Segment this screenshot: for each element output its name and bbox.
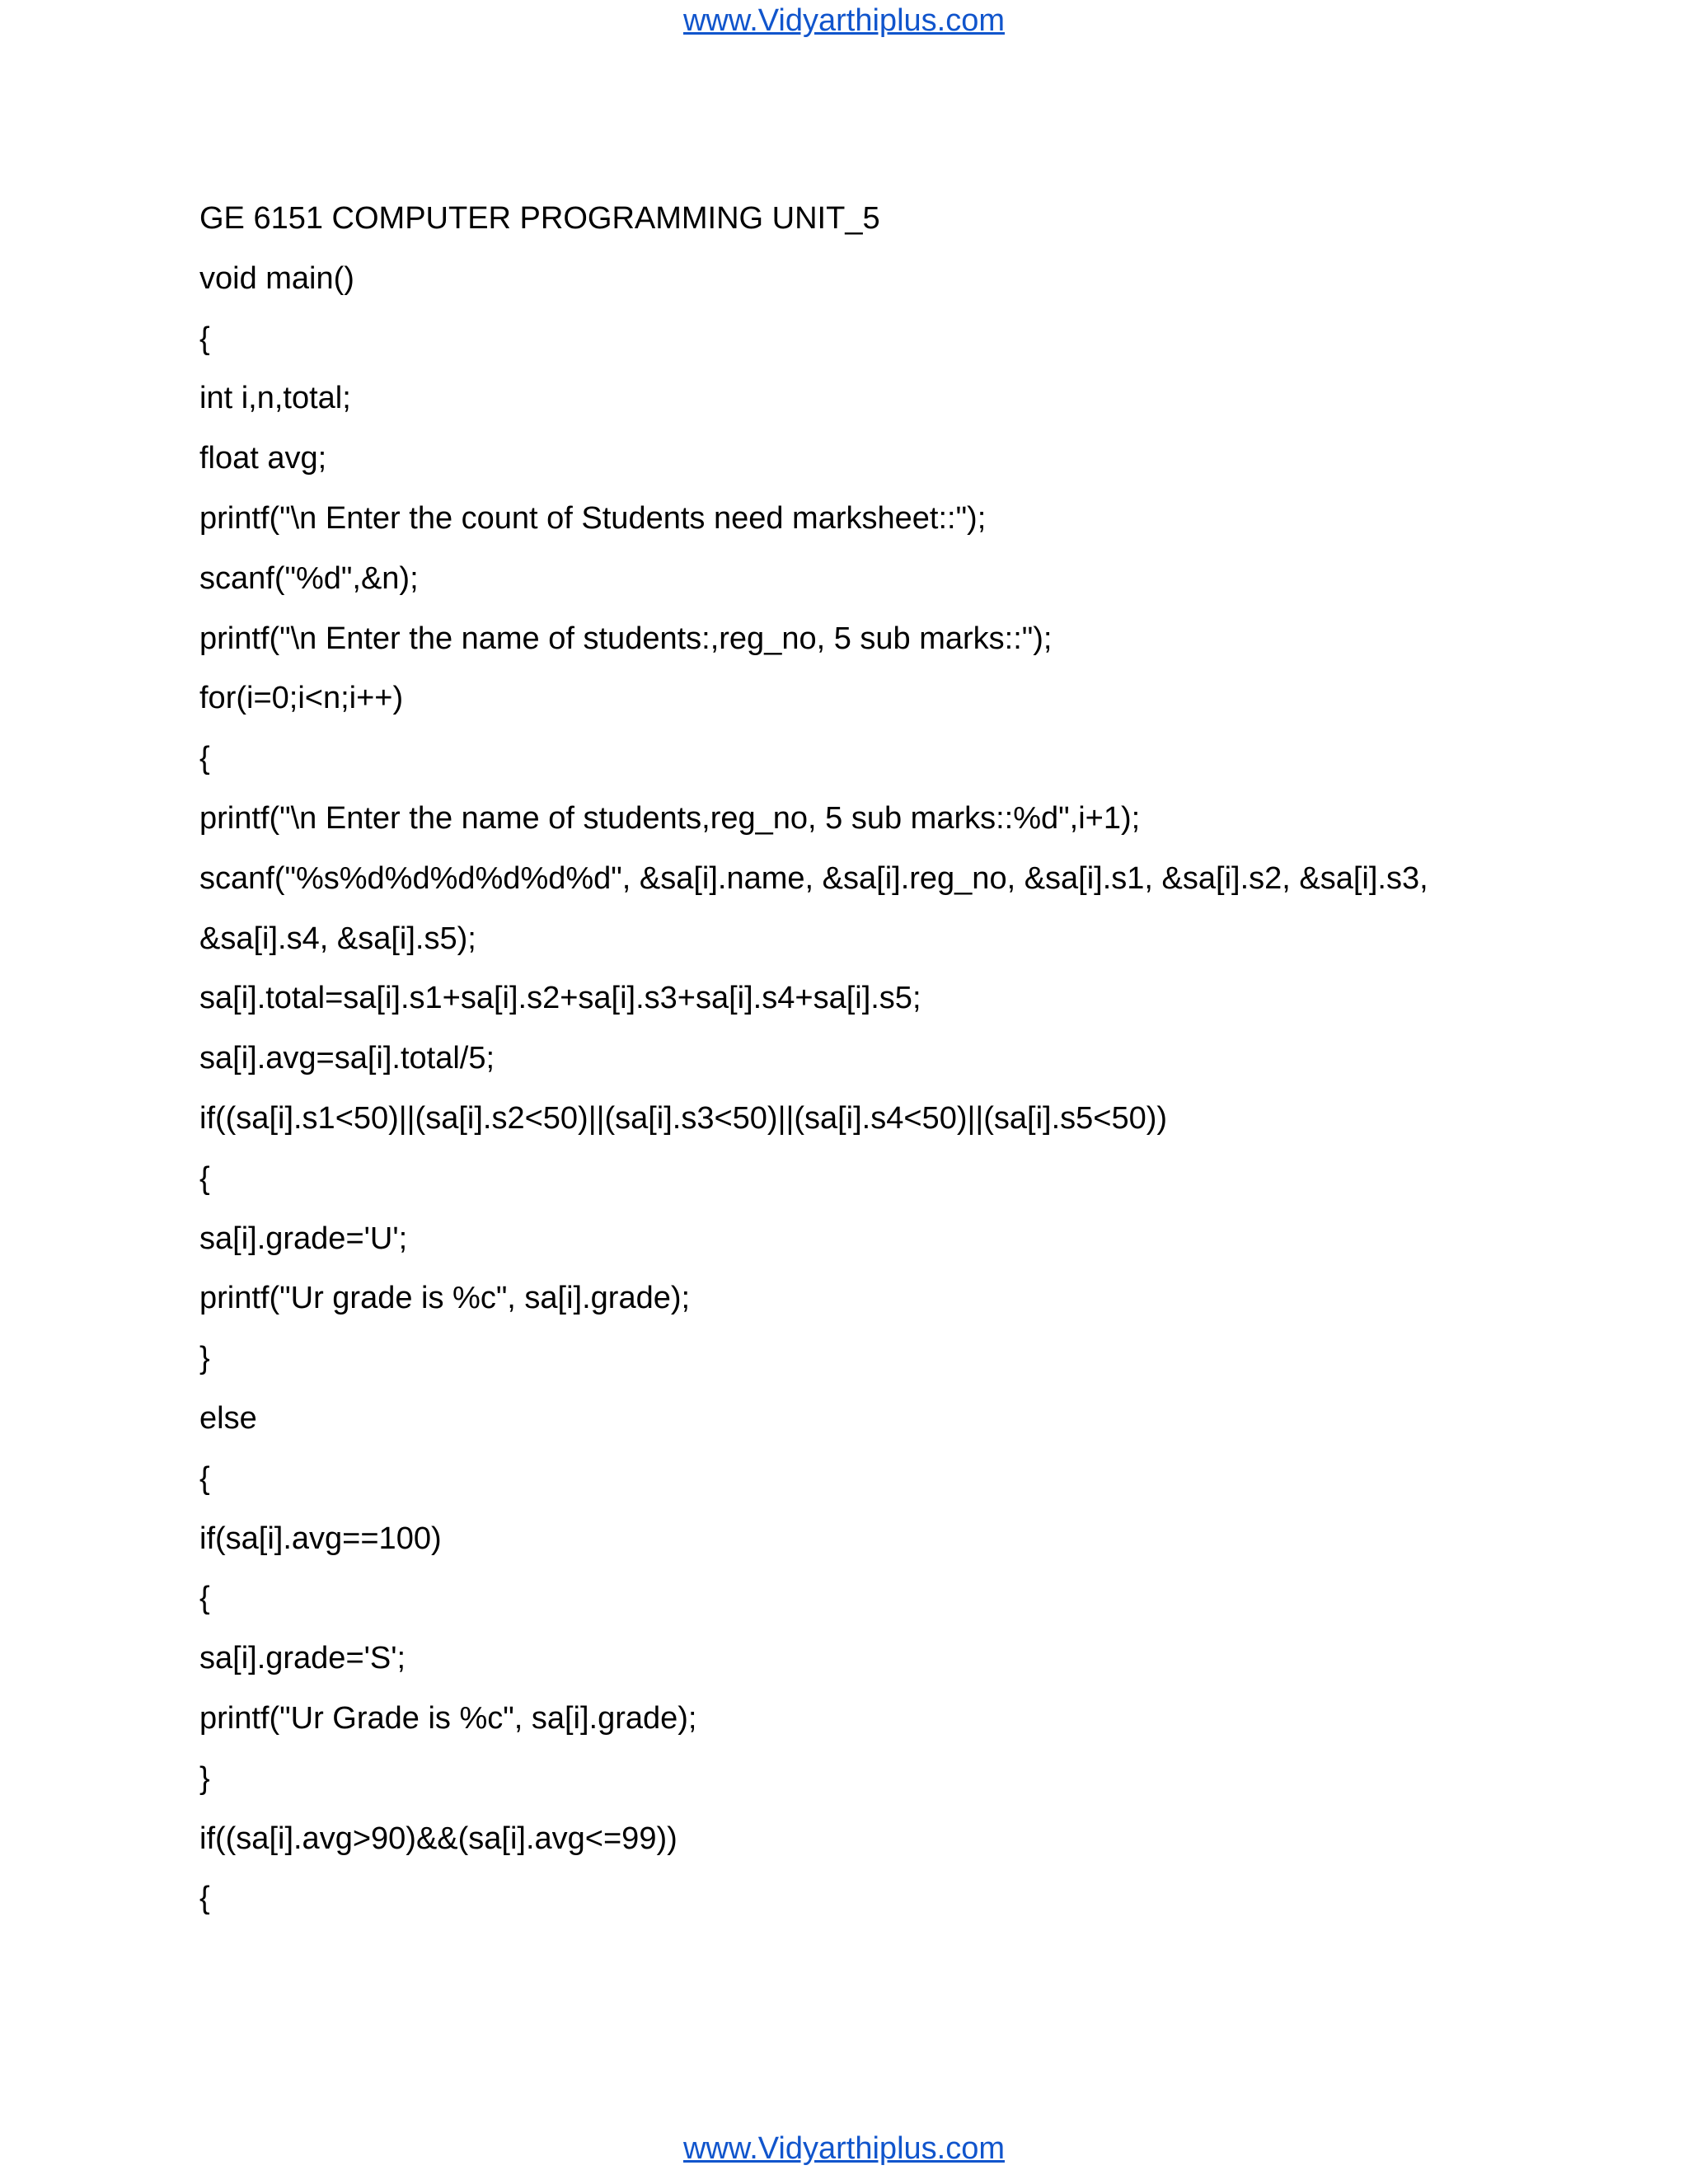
code-line: if((sa[i].avg>90)&&(sa[i].avg<=99)) [199,1821,678,1856]
code-line: } [199,1760,210,1796]
code-line: int i,n,total; [199,381,351,416]
code-line: sa[i].grade='S'; [199,1641,406,1676]
code-line: float avg; [199,441,327,476]
code-line: { [199,1881,210,1916]
code-line: printf("\n Enter the name of students,reg_no, 5 sub marks::%d",i+1); [199,800,1141,836]
code-line: { [199,1160,210,1196]
code-line: sa[i].grade='U'; [199,1221,408,1256]
header-site-link[interactable]: www.Vidyarthiplus.com [682,3,1005,38]
code-line: { [199,1581,210,1616]
code-line: else [199,1400,257,1436]
code-line: if(sa[i].avg==100) [199,1521,442,1556]
code-line: printf("\n Enter the name of students:,reg_no, 5 sub marks::"); [199,621,1053,656]
document-body [199,195,1568,1935]
code-line: sa[i].avg=sa[i].total/5; [199,1041,495,1076]
document-title: GE 6151 COMPUTER PROGRAMMING UNIT_5 [199,201,880,236]
code-line: { [199,321,210,356]
code-line: sa[i].total=sa[i].s1+sa[i].s2+sa[i].s3+sa[i].s4+sa[i].s5; [199,981,921,1016]
code-line: void main() [199,260,354,296]
code-line: scanf("%s%d%d%d%d%d%d", &sa[i].name, &sa[i].reg_no, &sa[i].s1, &sa[i].s2, &sa[i].s3, [199,860,1428,896]
code-line: printf("Ur grade is %c", sa[i].grade); [199,1281,691,1316]
code-line: { [199,1460,210,1496]
code-line: { [199,741,210,776]
code-line: scanf("%d",&n); [199,560,419,596]
code-line: printf("\n Enter the count of Students need marksheet::"); [199,500,987,536]
code-line: } [199,1341,210,1376]
code-line: printf("Ur Grade is %c", sa[i].grade); [199,1700,697,1736]
code-line: &sa[i].s4, &sa[i].s5); [199,921,476,956]
code-line: for(i=0;i<n;i++) [199,681,404,716]
footer-site-link[interactable]: www.Vidyarthiplus.com [682,2131,1005,2166]
code-line: if((sa[i].s1<50)||(sa[i].s2<50)||(sa[i].s3<50)||(sa[i].s4<50)||(sa[i].s5<50)) [199,1100,1168,1136]
